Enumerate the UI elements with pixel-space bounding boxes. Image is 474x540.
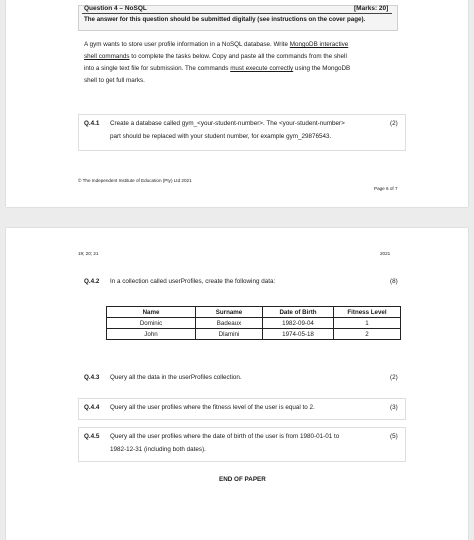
table-row <box>107 318 401 329</box>
intro-line-3 <box>84 65 350 74</box>
question-text: In a collection called userProfiles, create the following data: <box>110 278 276 285</box>
table-cell: Dominic <box>107 318 196 329</box>
page-header-right: 2021 <box>380 251 391 256</box>
question-number: Q.4.5 <box>84 433 100 440</box>
table-header-cell: Surname <box>196 307 263 318</box>
intro-underlined: must execute correctly <box>230 65 294 72</box>
table-cell: John <box>107 329 196 340</box>
intro-underlined: MongoDB interactive <box>289 41 349 48</box>
table-header-cell: Date of Birth <box>263 307 334 318</box>
question-marks: (2) <box>390 120 398 127</box>
intro-text: using the MongoDB <box>293 65 351 72</box>
intro-line-2 <box>84 53 347 62</box>
question-text: Query all the data in the userProfiles collection. <box>110 374 242 381</box>
question-number: Q.4.3 <box>84 374 100 381</box>
header-divider <box>82 13 392 14</box>
question-number: Q.4.4 <box>84 404 100 411</box>
copyright-footer: © The Independent Institute of Education (Pty) Ltd 2021 <box>78 178 192 183</box>
table-cell: 1974-05-18 <box>263 329 334 340</box>
question-marks: (2) <box>390 374 398 381</box>
question-number: Q.4.1 <box>84 120 100 127</box>
intro-text: into a single text file for submission. The commands <box>84 65 231 72</box>
table-cell: 1 <box>334 318 401 329</box>
table-header-cell: Name <box>107 307 196 318</box>
question-text: Query all the user profiles where the date of birth of the user is from 1980-01-01 to <box>110 433 340 440</box>
question-number: Q.4.2 <box>84 278 100 285</box>
intro-underlined: shell commands <box>84 53 130 60</box>
question-marks: (8) <box>390 278 398 285</box>
page-header-left: 19; 20; 21 <box>78 251 99 256</box>
intro-text: to complete the tasks below. Copy and paste all the commands from the shell <box>129 53 347 60</box>
intro-line-1 <box>84 41 348 50</box>
table-header-row <box>107 307 401 318</box>
table-cell: Badeaux <box>196 318 263 329</box>
table-cell: Dlamini <box>196 329 263 340</box>
intro-text: A gym wants to store user profile information in a NoSQL database. Write <box>84 41 290 48</box>
page-7 <box>6 228 468 540</box>
question-marks: [Marks: 20] <box>354 5 389 12</box>
end-of-paper: END OF PAPER <box>219 476 266 483</box>
question-text: Create a database called gym_<your-student-number>. The <your-student-number> <box>110 120 345 127</box>
user-profiles-table <box>106 306 401 340</box>
table-cell: 1982-09-04 <box>263 318 334 329</box>
question-text: part should be replaced with your student number, for example gym_29876543. <box>110 133 332 140</box>
question-text: 1982-12-31 (including both dates). <box>110 446 206 453</box>
question-marks: (5) <box>390 433 398 440</box>
table-row <box>107 329 401 340</box>
submission-note: The answer for this question should be submitted digitally (see instructions on the cover page). <box>84 16 366 23</box>
question-text: Query all the user profiles where the fitness level of the user is equal to 2. <box>110 404 315 411</box>
page-number: Page 6 of 7 <box>374 186 398 191</box>
intro-line-4: shell to get full marks. <box>84 77 145 84</box>
table-cell: 2 <box>334 329 401 340</box>
question-title: Question 4 – NoSQL <box>84 5 147 12</box>
question-marks: (3) <box>390 404 398 411</box>
table-header-cell: Fitness Level <box>334 307 401 318</box>
page-6 <box>6 0 468 207</box>
